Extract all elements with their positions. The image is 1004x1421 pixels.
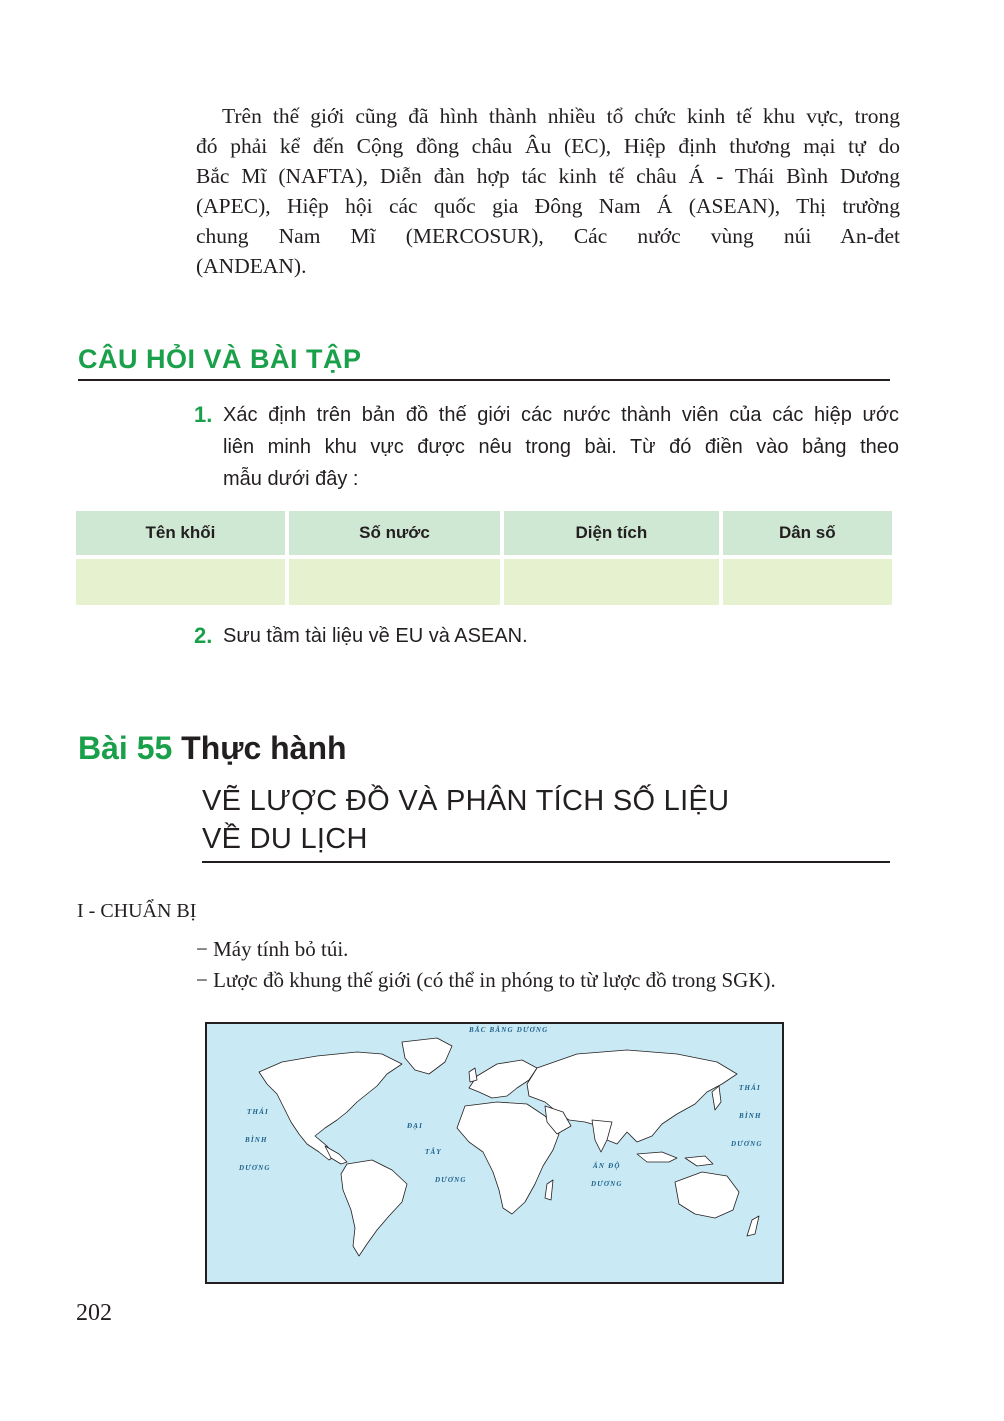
intro-paragraph [196, 101, 900, 281]
question-text [223, 399, 899, 495]
map-label-pacific-west-1: THÁI [247, 1108, 269, 1116]
lesson-title: Thực hành [181, 730, 347, 766]
map-label-indian-2: DƯƠNG [591, 1180, 623, 1188]
question-number: 1. [194, 402, 213, 427]
paragraph-line: đó phải kể đến Cộng đồng châu Âu (EC), Hiệp định thương mại tự do [196, 134, 900, 158]
header-country-count: Số nước [289, 511, 500, 559]
map-label-pacific-west-3: DƯƠNG [239, 1164, 271, 1172]
paragraph-line: (APEC), Hiệp hội các quốc gia Đông Nam Á (ASEAN), Thị trường [196, 194, 900, 218]
lesson-heading-rule [202, 861, 890, 863]
map-label-pacific-east-2: BÌNH [739, 1112, 762, 1120]
table-cell [76, 559, 285, 605]
header-bloc-name: Tên khối [76, 511, 285, 559]
paragraph-line: Bắc Mĩ (NAFTA), Diễn đàn hợp tác kinh tế châu Á - Thái Bình Dương [196, 164, 900, 188]
table-cell [723, 559, 892, 605]
question-1 [194, 399, 904, 499]
header-area: Diện tích [504, 511, 719, 559]
table-cell [289, 559, 500, 605]
lesson-subtitle-line-2: VỀ DU LỊCH [202, 823, 368, 855]
preparation-heading: I - CHUẨN BỊ [77, 900, 197, 922]
map-label-indian-1: ẤN ĐỘ [593, 1162, 621, 1170]
map-label-arctic: BẮC BĂNG DƯƠNG [469, 1026, 549, 1034]
table-cell [504, 559, 719, 605]
preparation-item: − Máy tính bỏ túi. [196, 937, 349, 961]
lesson-subtitle-line-1: VẼ LƯỢC ĐỒ VÀ PHÂN TÍCH SỐ LIỆU [202, 785, 730, 817]
map-label-pacific-east-3: DƯƠNG [731, 1140, 763, 1148]
question-number: 2. [194, 623, 213, 648]
question-line: liên minh khu vực được nêu trong bài. Từ đó điền vào bảng theo [223, 436, 899, 458]
question-line: Sưu tầm tài liệu về EU và ASEAN. [223, 625, 528, 647]
lesson-heading [78, 730, 347, 767]
question-2 [194, 620, 904, 652]
preparation-item: − Lược đồ khung thế giới (có thể in phóng to từ lược đồ trong SGK). [196, 968, 776, 992]
map-label-atlantic-3: DƯƠNG [435, 1176, 467, 1184]
lesson-number: Bài 55 [78, 730, 173, 766]
map-label-pacific-east-1: THÁI [739, 1084, 761, 1092]
header-population: Dân số [723, 511, 892, 559]
exercises-heading-rule [78, 379, 890, 381]
table-header-row [76, 511, 892, 559]
map-label-pacific-west-2: BÌNH [245, 1136, 268, 1144]
world-map [205, 1022, 784, 1284]
exercises-heading: CÂU HỎI VÀ BÀI TẬP [78, 344, 362, 374]
paragraph-line: chung Nam Mĩ (MERCOSUR), Các nước vùng núi An-đet [196, 224, 900, 248]
map-label-atlantic-2: TÂY [425, 1148, 442, 1156]
map-label-atlantic-1: ĐẠI [407, 1122, 424, 1130]
table-row [76, 559, 892, 605]
page-number: 202 [76, 1300, 112, 1326]
question-line: mẫu dưới đây : [223, 468, 359, 490]
paragraph-line: Trên thế giới cũng đã hình thành nhiều tổ chức kinh tế khu vực, trong [222, 104, 900, 128]
regional-blocs-table [72, 511, 896, 605]
world-map-graphic [207, 1024, 782, 1282]
question-line: Xác định trên bản đồ thế giới các nước thành viên của các hiệp ước [223, 404, 899, 426]
paragraph-line: (ANDEAN). [196, 254, 307, 278]
question-text [223, 620, 899, 652]
